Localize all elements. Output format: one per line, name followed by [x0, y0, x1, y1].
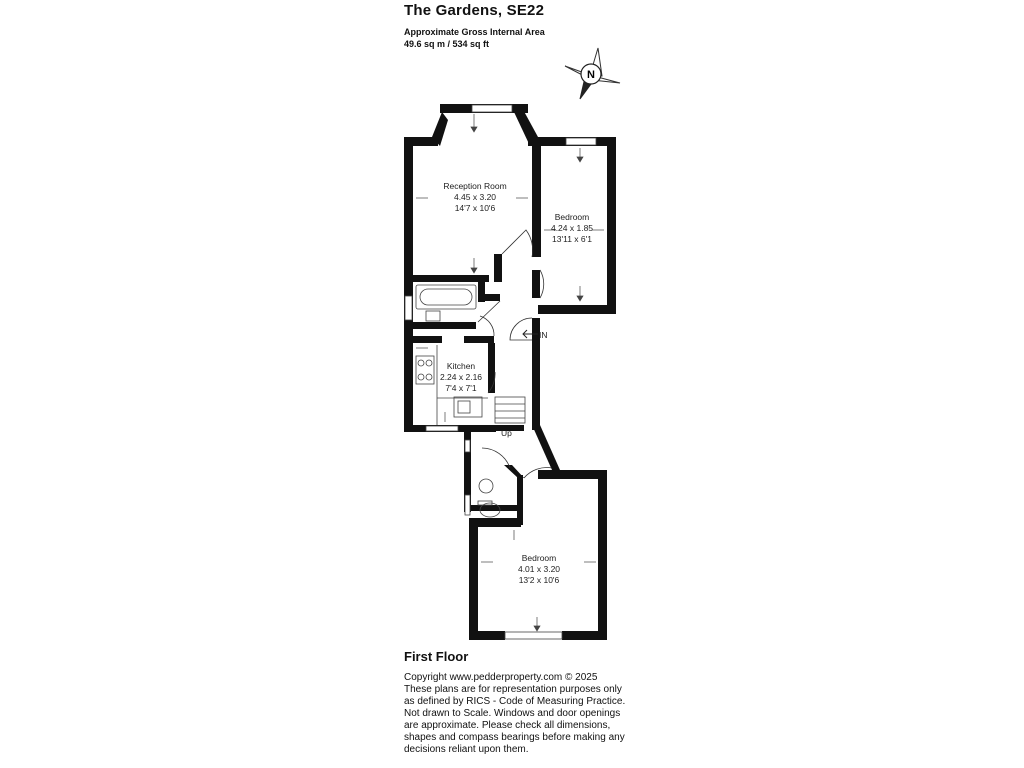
plan-title: The Gardens, SE22 [404, 2, 545, 19]
stairs-label: Up [501, 428, 512, 438]
room-metric: 2.24 x 2.16 [439, 372, 483, 382]
entrance-label: IN [539, 330, 548, 340]
room-metric: 4.01 x 3.20 [517, 564, 561, 574]
room-imperial: 13'11 x 6'1 [552, 234, 592, 244]
compass-north-label: N [587, 69, 595, 81]
wc-basin-icon [479, 479, 493, 493]
room-kitchen [440, 361, 482, 393]
room-metric: 4.45 x 3.20 [453, 192, 497, 202]
hob-icon [416, 356, 434, 384]
room-imperial: 13'2 x 10'6 [518, 575, 560, 585]
room-bedroom-2 [518, 553, 560, 585]
area-value: 49.6 sq m / 534 sq ft [404, 39, 490, 49]
room-imperial: 7'4 x 7'1 [445, 383, 477, 393]
basin-icon [426, 311, 440, 321]
room-metric: 4.24 x 1.85 [550, 223, 594, 233]
room-bedroom-1 [551, 212, 593, 244]
room-name: Bedroom [521, 553, 557, 563]
disclaimer-text: These plans are for representation purposes only as defined by RICS - Code of Measuring Practice. Not drawn to Scale. Windows and door openings are approximate. Please check all dimensions, shapes and compass bearings before making any decisions reliant upon them. [404, 684, 626, 755]
walls [404, 104, 616, 640]
copyright-text: Copyright www.pedderproperty.com © 2025 [404, 672, 598, 683]
floor-label: First Floor [404, 649, 469, 664]
room-name: Bedroom [554, 212, 590, 222]
room-name: Reception Room [443, 181, 507, 191]
area-label: Approximate Gross Internal Area [404, 27, 545, 37]
room-reception [443, 181, 506, 213]
compass-icon [565, 48, 620, 99]
room-imperial: 14'7 x 10'6 [454, 203, 496, 213]
room-name: Kitchen [446, 361, 476, 371]
stairs-icon [495, 397, 525, 423]
